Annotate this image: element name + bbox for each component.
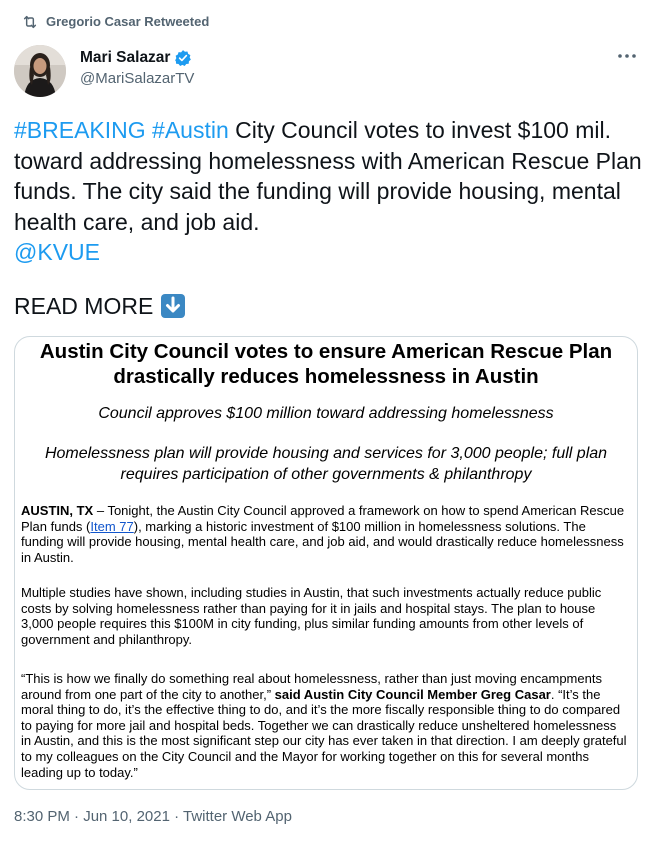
author-name[interactable]: Mari Salazar xyxy=(80,49,171,66)
tweet-body: City Council votes to invest $100 mil. toward addressing homelessness with American Rescue Plan funds. The city said the funding will provide housing, mental health care, and job aid. xyxy=(14,117,642,235)
retweet-icon xyxy=(22,15,38,29)
author-handle[interactable]: @MariSalazarTV xyxy=(80,70,195,87)
press-release-subtitle-2: Homelessness plan will provide housing and services for 3,000 people; full plan requires participation of other governments & philanthropy xyxy=(44,445,608,483)
press-release-paragraph-3 xyxy=(21,671,627,780)
quote-text-b: . “It’s the moral thing to do, it’s the effective thing to do, and it’s the more fiscally responsible thing to do compared to paying for more jail and hospital beds. Together we can drastically reduce unsheltered homelessness in Austin, and this is the most significant step our city has ever taken in that direction. I am deeply grateful to my colleagues on the City Council and the Mayor for working together on this for several months leading up to today.” xyxy=(21,686,627,780)
quote-attribution: said Austin City Council Member Greg Casar xyxy=(271,686,551,702)
verified-icon xyxy=(174,49,192,67)
author-name-row[interactable] xyxy=(80,49,192,67)
paragraph-1-text-b: ), marking a historic investment of $100 million in homelessness solutions. The funding will provide housing, mental health care, and job aid, and would drastically reduce homelessness in Austin. xyxy=(21,518,624,565)
press-release-paragraph-1 xyxy=(21,503,627,565)
read-more-line xyxy=(14,290,185,322)
hashtag-austin[interactable]: #Austin xyxy=(152,117,229,143)
read-more-text: READ MORE xyxy=(14,293,154,319)
paragraph-1-text-a: – Tonight, the Austin City Council approved a framework on how to spend American Rescue Plan funds ( xyxy=(21,503,625,534)
mention-kvue[interactable]: @KVUE xyxy=(14,239,100,265)
tweet-text xyxy=(14,115,644,268)
retweet-header[interactable] xyxy=(22,14,209,29)
press-release-subtitle-1: Council approves $100 million toward addressing homelessness xyxy=(98,405,554,422)
more-icon xyxy=(617,53,637,59)
press-release-paragraph-2: Multiple studies have shown, including studies in Austin, that such investments actually reduce public costs by solving homelessness rather than paying for it in jails and hospital stays. The plan to house 3,000 people requires this $100M in city funding, plus similar funding amounts from other levels of government and philanthropy. xyxy=(21,585,602,647)
avatar[interactable] xyxy=(14,45,66,97)
retweet-label: Gregorio Casar Retweeted xyxy=(46,14,210,29)
hashtag-breaking[interactable]: #BREAKING xyxy=(14,117,146,143)
attached-image[interactable] xyxy=(14,336,638,790)
press-release-title: Austin City Council votes to ensure American Rescue Plan drastically reduces homelessness in Austin xyxy=(39,340,613,388)
down-arrow-icon xyxy=(161,294,185,318)
more-button[interactable] xyxy=(616,45,638,67)
quote-text-a: “This is how we finally do something real about homelessness, rather than just moving encampments around from one part of the city to another,” xyxy=(21,671,602,702)
dateline: AUSTIN, TX xyxy=(21,503,94,518)
item-77-link: Item 77 xyxy=(90,518,134,534)
tweet-timestamp[interactable]: 8:30 PM · Jun 10, 2021 · Twitter Web App xyxy=(14,808,292,825)
